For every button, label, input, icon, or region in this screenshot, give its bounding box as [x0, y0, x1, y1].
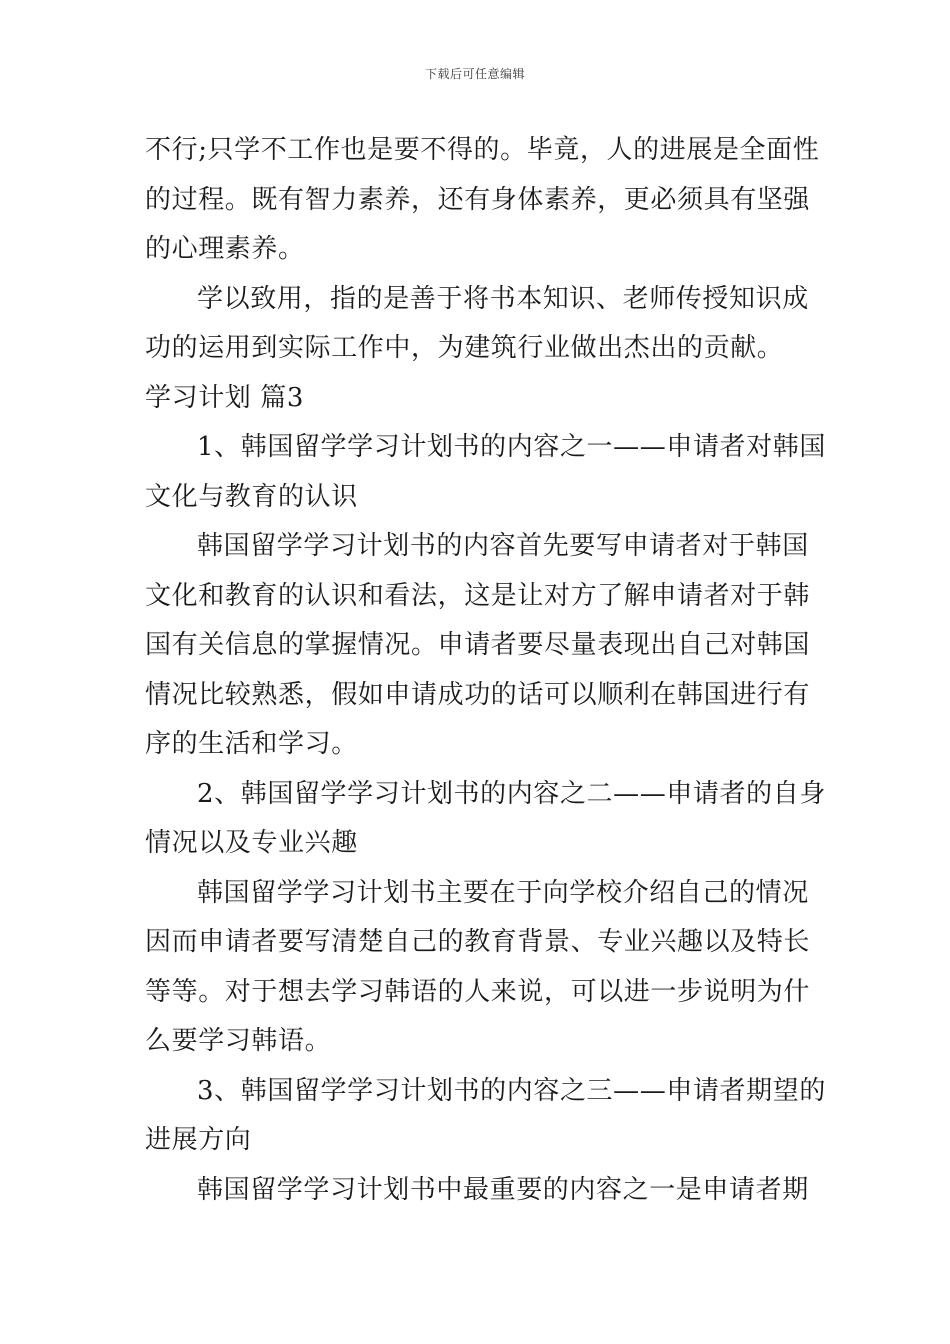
text-line: 文化与教育的认识 — [145, 481, 358, 512]
text-line: 情况以及专业兴趣 — [145, 828, 358, 858]
text-line: 因而申请者要写清楚自己的教育背景、专业兴趣以及特长 — [145, 927, 811, 957]
text-line: 功的运用到实际工作中，为建筑行业做出杰出的贡献。 — [145, 333, 784, 363]
page-header: 下载后可任意编辑 — [424, 67, 525, 81]
list-item-heading: 3、韩国留学学习计划书的内容之三——申请者期望的 — [197, 1075, 826, 1106]
text-line: 序的生活和学习。 — [145, 729, 358, 759]
text-line: 的过程。既有智力素养，还有身体素养，更必须具有坚强 — [145, 184, 811, 215]
text-line: 进展方向 — [145, 1125, 252, 1155]
paragraph-first-line: 韩国留学学习计划书中最重要的内容之一是申请者期 — [197, 1174, 809, 1205]
text-line: 文化和教育的认识和看法，这是让对方了解申请者对于韩 — [145, 580, 811, 611]
list-item-heading: 2、韩国留学学习计划书的内容之二——申请者的自身 — [197, 778, 826, 809]
text-line: 情况比较熟悉，假如申请成功的话可以顺利在韩国进行有 — [145, 679, 811, 710]
document-body — [145, 126, 826, 1215]
text-line: 么要学习韩语。 — [145, 1026, 332, 1056]
section-heading: 学习计划 篇3 — [145, 382, 305, 413]
paragraph-first-line: 韩国留学学习计划书的内容首先要写申请者对于韩国 — [197, 531, 809, 561]
text-line: 国有关信息的掌握情况。申请者要尽量表现出自己对韩国 — [145, 630, 811, 660]
text-line: 等等。对于想去学习韩语的人来说，可以进一步说明为什 — [145, 976, 811, 1007]
text-line: 不行;只学不工作也是要不得的。毕竟，人的进展是全面性 — [145, 135, 820, 165]
paragraph-first-line: 学以致用，指的是善于将书本知识、老师传授知识成 — [197, 283, 809, 314]
list-item-heading: 1、韩国留学学习计划书的内容之一——申请者对韩国 — [197, 432, 826, 462]
paragraph-first-line: 韩国留学学习计划书主要在于向学校介绍自己的情况 — [197, 877, 809, 908]
text-line: 的心理素养。 — [145, 234, 305, 264]
